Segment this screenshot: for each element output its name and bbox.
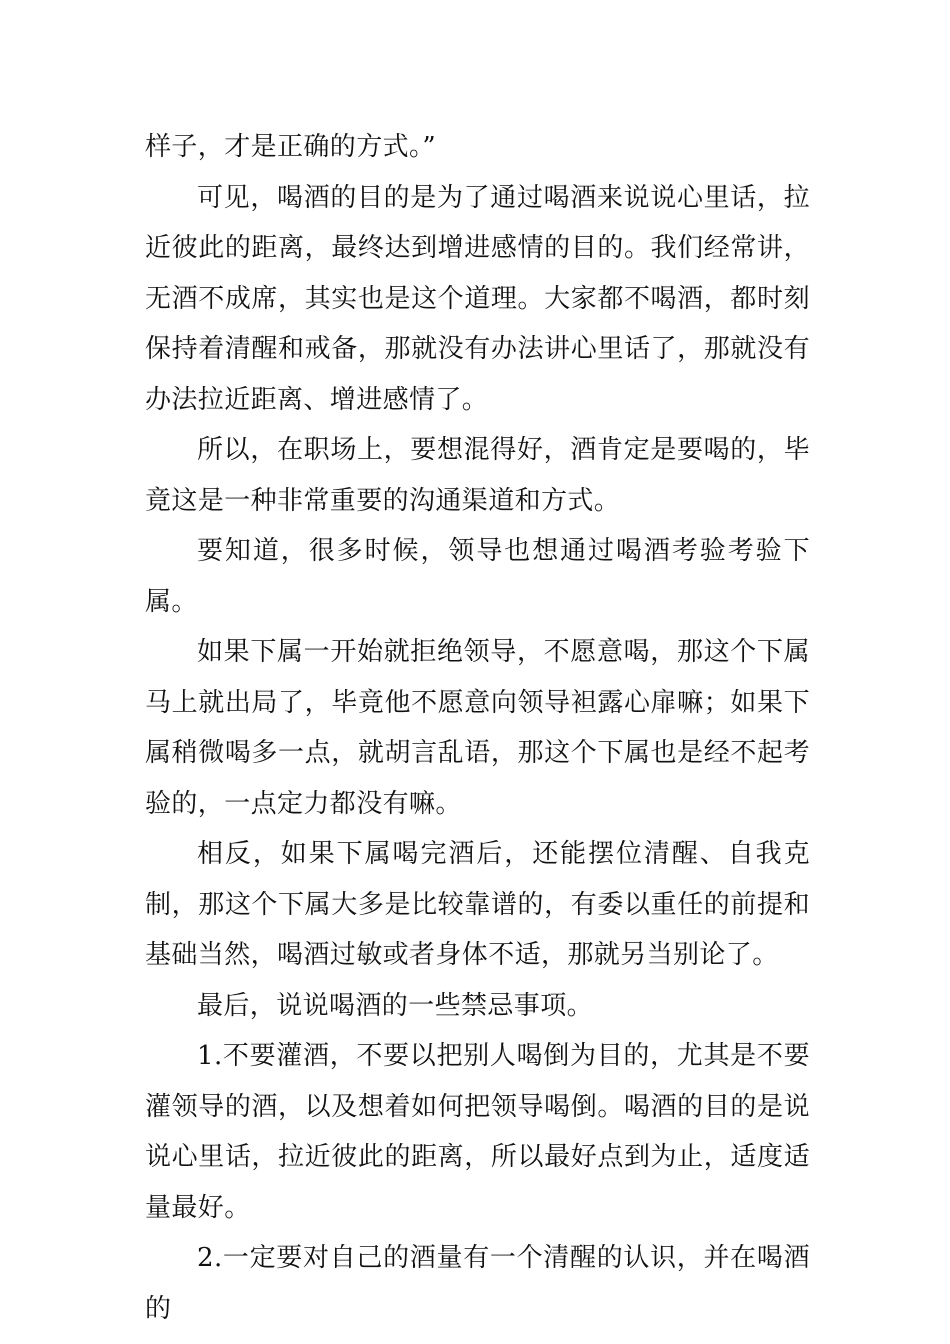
paragraph-subordinate-refusal: 如果下属一开始就拒绝领导，不愿意喝，那这个下属马上就出局了，毕竟他不愿意向领导袒露心扉嘛；如果下属稍微喝多一点，就胡言乱语，那这个下属也是经不起考验的，一点定力都没有嘛。 — [145, 637, 810, 819]
paragraph-leader-test: 要知道，很多时候，领导也想通过喝酒考验考验下属。 — [145, 536, 810, 617]
list-item-taboo-2: 2.一定要对自己的酒量有一个清醒的认识，并在喝酒的 — [145, 1243, 810, 1324]
paragraph-continuation: 样子，才是正确的方式。” — [145, 132, 437, 162]
paragraph-taboos-intro: 最后，说说喝酒的一些禁忌事项。 — [197, 990, 594, 1021]
paragraph-subordinate-sober: 相反，如果下属喝完酒后，还能摆位清醒、自我克制，那这个下属大多是比较靠谱的，有委以重任的前提和基础当然，喝酒过敏或者身体不适，那就另当别论了。 — [145, 839, 810, 970]
paragraph-workplace: 所以，在职场上，要想混得好，酒肯定是要喝的，毕竟这是一种非常重要的沟通渠道和方式。 — [145, 435, 810, 516]
document-body — [145, 122, 810, 1334]
list-item-taboo-1: 1.不要灌酒，不要以把别人喝倒为目的，尤其是不要灌领导的酒，以及想着如何把领导喝倒。喝酒的目的是说说心里话，拉近彼此的距离，所以最好点到为止，适度适量最好。 — [145, 1041, 810, 1223]
paragraph-drinking-purpose: 可见，喝酒的目的是为了通过喝酒来说说心里话，拉近彼此的距离，最终达到增进感情的目的。我们经常讲，无酒不成席，其实也是这个道理。大家都不喝酒，都时刻保持着清醒和戒备，那就没有办法讲心里话了，那就没有办法拉近距离、增进感情了。 — [145, 182, 810, 415]
